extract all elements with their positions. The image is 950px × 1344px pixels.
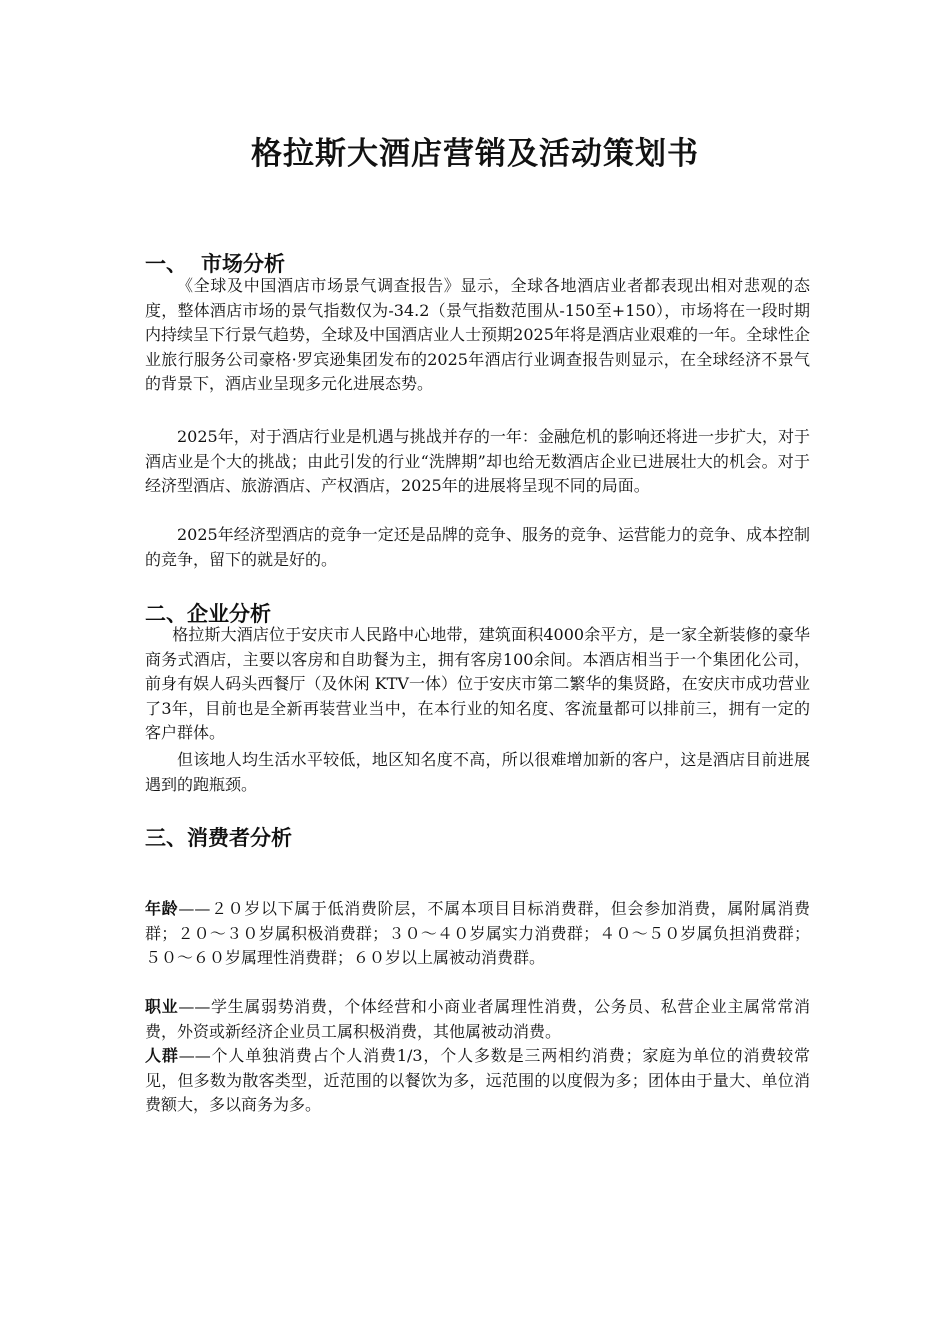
section-heading-company: 二、企业分析 — [145, 602, 271, 626]
consumer-item-group — [145, 1044, 810, 1118]
section-title: 市场分析 — [201, 252, 285, 276]
item-text: ——学生属弱势消费，个体经营和小商业者属理性消费，公务员、私营企业主属常常消费，外资或新经济企业员工属积极消费，其他属被动消费。 — [145, 997, 810, 1041]
paragraph: 格拉斯大酒店位于安庆市人民路中心地带，建筑面积4000余平方，是一家全新装修的豪华商务式酒店，主要以客房和自助餐为主，拥有客房100余间。本酒店相当于一个集团化公司，前身有娱人码头西餐厅（及休闲 KTV一体）位于安庆市第二繁华的集贤路，在安庆市成功营业了3年，目前也是全新再装营业当中，在本行业的知名度、客流量都可以排前三，拥有一定的客户群体。 — [145, 625, 810, 742]
consumer-item-age — [145, 897, 810, 971]
document-title: 格拉斯大酒店营销及活动策划书 — [251, 136, 699, 172]
paragraph: 2025年，对于酒店行业是机遇与挑战并存的一年：金融危机的影响还将进一步扩大，对于酒店业是个大的挑战；由此引发的行业“洗牌期”却也给无数酒店企业已进展壮大的机会。对于经济型酒店、旅游酒店、产权酒店，2025年的进展将呈现不同的局面。 — [145, 427, 810, 495]
section-heading-consumer: 三、消费者分析 — [145, 826, 292, 850]
item-text: ——个人单独消费占个人消费1/3，个人多数是三两相约消费；家庭为单位的消费较常见，但多数为散客类型，近范围的以餐饮为多，远范围的以度假为多；团体由于量大、单位消费额大，多以商务为多。 — [145, 1046, 810, 1114]
paragraph: 2025年经济型酒店的竞争一定还是品牌的竞争、服务的竞争、运营能力的竞争、成本控制的竞争，留下的就是好的。 — [145, 525, 810, 569]
item-label: 职业 — [145, 997, 179, 1016]
item-label: 人群 — [145, 1046, 179, 1065]
consumer-item-occupation — [145, 995, 810, 1044]
item-text: ——２０岁以下属于低消费阶层，不属本项目目标消费群，但会参加消费，属附属消费群；２０～３０岁属积极消费群；３０～４０岁属实力消费群；４０～５０岁属负担消费群；５０～６０岁属理性消费群；６０岁以上属被动消费群。 — [145, 899, 810, 967]
item-label: 年龄 — [145, 899, 179, 918]
section-number: 一、 — [145, 252, 187, 276]
paragraph: 但该地人均生活水平较低，地区知名度不高，所以很难增加新的客户，这是酒店目前进展遇到的跑瓶颈。 — [145, 750, 810, 794]
paragraph: 《全球及中国酒店市场景气调查报告》显示，全球各地酒店业者都表现出相对悲观的态度，整体酒店市场的景气指数仅为-34.2（景气指数范围从-150至+150），市场将在一段时期内持续呈下行景气趋势，全球及中国酒店业人士预期2025年将是酒店业艰难的一年。全球性企业旅行服务公司豪格·罗宾逊集团发布的2025年酒店行业调查报告则显示，在全球经济不景气的背景下，酒店业呈现多元化进展态势。 — [145, 276, 810, 393]
